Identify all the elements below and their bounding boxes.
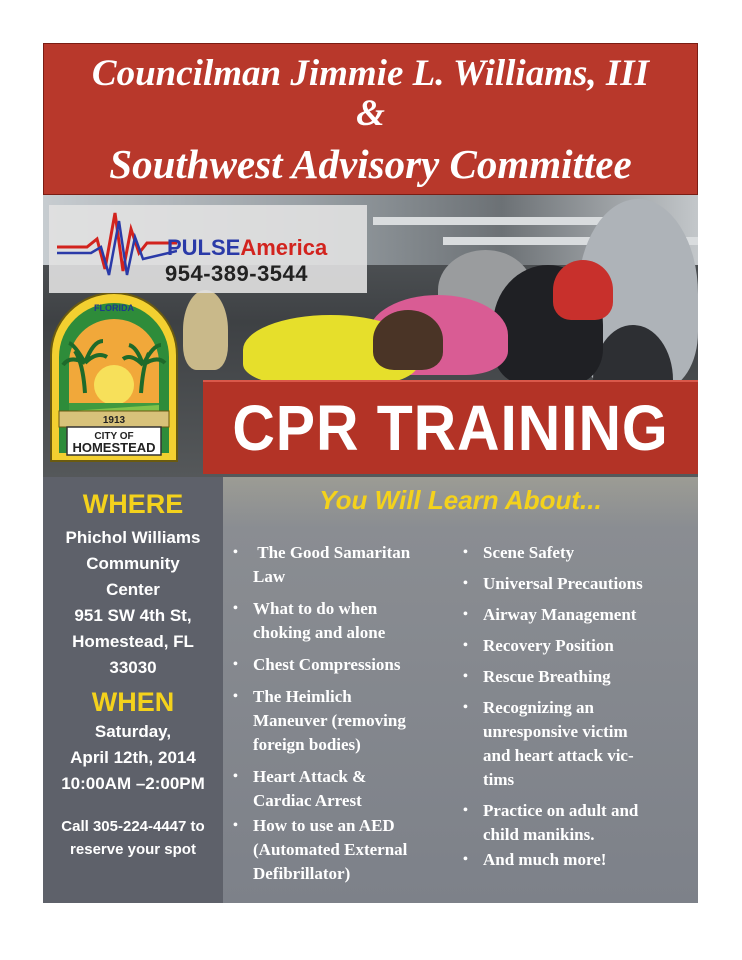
list-item: • Rescue Breathing [463,667,611,686]
where-address: Phichol Williams Community Center 951 SW 4th St, Homestead, FL 33030 [65,528,201,677]
list-item: • How to use an AED (Automated External Defibrillator) [233,816,408,883]
call-to-reserve: Call 305-224-4447 to reserve your spot [61,818,205,858]
pulse-america-logo [49,205,367,293]
learn-about-panel [223,477,698,903]
header-line-1: Councilman Jimmie L. Williams, III [91,53,650,94]
list-item: • Airway Management [463,605,637,624]
list-item: • Recognizing an unresponsive victim and heart attack vic- tims [463,698,634,789]
header-line-3: Southwest Advisory Committee [109,141,632,187]
training-photo [43,195,698,477]
when-datetime: Saturday, April 12th, 2014 10:00AM –2:00PM [61,722,205,793]
list-item: • The Good Samaritan Law [233,543,411,586]
flyer [43,43,698,903]
header-line-2: & [356,93,385,134]
homestead-seal-icon [45,293,183,463]
list-item: • And much more! [463,850,607,869]
list-item: • Universal Precautions [463,574,643,593]
heartbeat-wave-icon [57,209,177,279]
list-item: • Heart Attack & Cardiac Arrest [233,767,367,810]
svg-text:FLORIDA: FLORIDA [94,303,134,313]
list-item: • Chest Compressions [233,655,401,674]
learn-about-title: You Will Learn About... [319,485,602,515]
svg-text:CITY OF: CITY OF [94,431,134,442]
event-details-panel [43,477,223,903]
pulse-phone: 954-389-3544 [165,261,309,286]
where-heading: WHERE [82,489,184,519]
cpr-training-title: CPR TRAINING [203,380,698,474]
city-of-homestead-seal [45,293,183,463]
topics-list-right [459,541,691,879]
when-heading: WHEN [91,687,175,717]
svg-text:1913: 1913 [102,415,126,426]
list-item: • The Heimlich Maneuver (removing foreign bodies) [233,687,406,754]
list-item: • Practice on adult and child manikins. [463,801,639,844]
list-item: • What to do when choking and alone [233,599,386,642]
header-banner [43,43,698,195]
pulse-brand-name: PULSEAmerica [167,235,328,260]
svg-text:HOMESTEAD: HOMESTEAD [72,440,156,455]
list-item: • Recovery Position [463,636,614,655]
topics-list-left [229,541,434,894]
list-item: • Scene Safety [463,543,575,562]
